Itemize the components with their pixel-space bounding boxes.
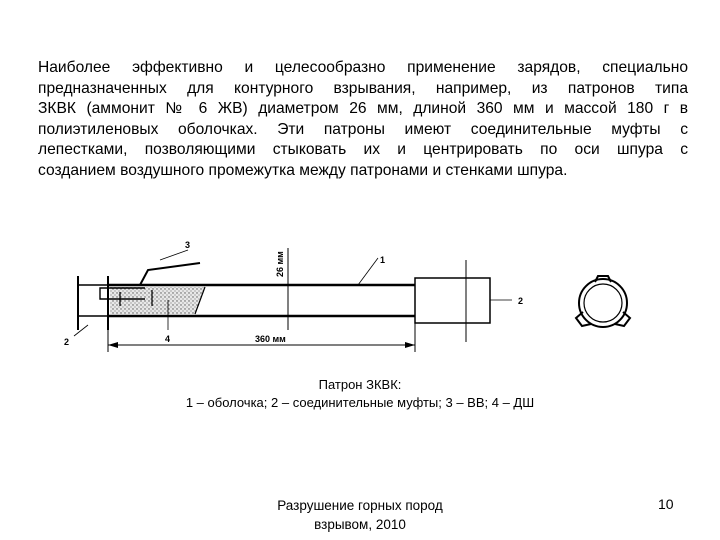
length-label: 360 мм [255, 334, 286, 344]
caption-title: Патрон ЗКВК: [318, 377, 402, 392]
paragraph-line: полиэтиленовых оболочках. Эти патроны имеют соединительные муфты с [38, 120, 688, 138]
label-4: 4 [165, 334, 171, 344]
footer [245, 496, 475, 534]
label-2-right: 2 [518, 296, 524, 306]
explosive-charge [110, 287, 205, 314]
footer-line-2: взрывом, 2010 [314, 517, 406, 532]
caption-legend: 1 – оболочка; 2 – соединительные муфты; 3 – ВВ; 4 – ДШ [185, 395, 535, 410]
paragraph-line: предназначенных для контурного взрывания, например, из патронов типа [38, 79, 688, 97]
figure-caption [130, 376, 590, 412]
wire [140, 263, 200, 285]
page-number: 10 [658, 496, 674, 512]
paragraph-line: Наиболее эффективно и целесообразно применение зарядов, специально [38, 59, 688, 76]
right-sleeve [415, 278, 490, 323]
footer-line-1: Разрушение горных пород [277, 498, 443, 513]
paragraph-line: созданием воздушного промежутка между патронами и стенками шпура. [38, 161, 568, 179]
label-2-left: 2 [64, 337, 70, 347]
label-1: 1 [380, 255, 386, 265]
paragraph-line: ЗКВК (аммонит № 6 ЖВ) диаметром 26 мм, длиной 360 мм и массой 180 г в [38, 100, 688, 118]
diameter-label: 26 мм [275, 251, 285, 277]
label-3: 3 [185, 240, 191, 250]
paragraph-line: лепестками, позволяющими стыковать их и центрировать по оси шпура с [38, 141, 688, 159]
cross-section-icon [576, 276, 630, 327]
